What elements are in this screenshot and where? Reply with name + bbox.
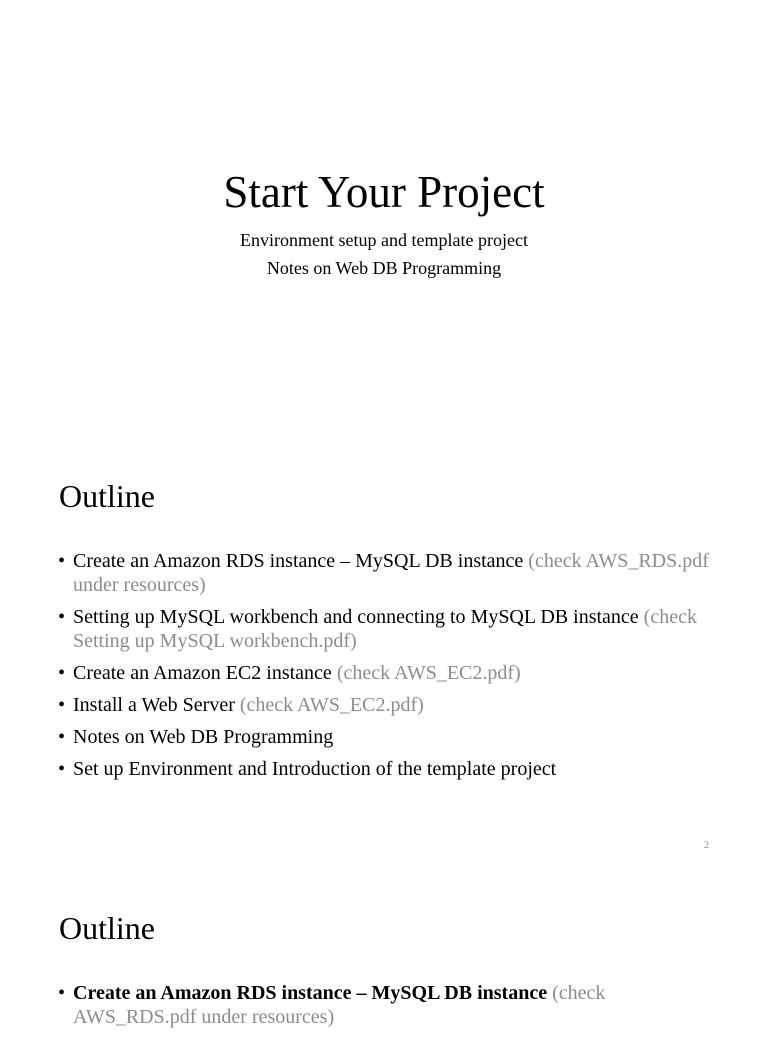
item-note: (check AWS_EC2.pdf) [239,694,424,716]
list-item [58,605,718,653]
bullet-icon: • [58,726,66,748]
bullet-icon: • [58,982,66,1004]
title-slide [0,0,768,432]
list-item [58,549,718,597]
item-text: Create an Amazon RDS instance – MySQL DB instance [73,550,529,572]
slide-subtitle-line-2: Notes on Web DB Programming [266,258,502,278]
slide-subtitle-line-1: Environment setup and template project [240,230,528,250]
outline-slide-highlighted [0,864,768,1028]
item-text: Install a Web Server [73,694,240,716]
item-note: (check AWS_EC2.pdf) [336,662,521,684]
slide-title: Start Your Project [223,167,545,217]
item-text: Setting up MySQL workbench and connecting to MySQL DB instance [73,606,644,628]
outline-heading: Outline [59,478,155,514]
bullet-icon: • [58,550,66,572]
outline-list [58,549,718,789]
outline-heading: Outline [59,910,155,946]
item-text: Create an Amazon RDS instance – MySQL DB instance [73,982,553,1004]
list-item-highlighted [58,981,718,1029]
item-text: Create an Amazon EC2 instance [73,662,337,684]
item-note: (check AWS_RDS.pdf under resources) [73,982,606,1028]
item-text: Notes on Web DB Programming [73,726,334,748]
item-note: (check Setting up MySQL workbench.pdf) [73,606,697,652]
list-item [58,661,718,685]
page-number: 2 [704,840,709,851]
bullet-icon: • [58,694,66,716]
item-text: Set up Environment and Introduction of the template project [73,758,557,780]
list-item [58,725,718,749]
bullet-icon: • [58,662,66,684]
outline-list [58,981,718,1037]
outline-slide [0,432,768,864]
bullet-icon: • [58,606,66,628]
bullet-icon: • [58,758,66,780]
list-item [58,693,718,717]
item-note: (check AWS_RDS.pdf under resources) [73,550,709,596]
list-item [58,757,718,781]
